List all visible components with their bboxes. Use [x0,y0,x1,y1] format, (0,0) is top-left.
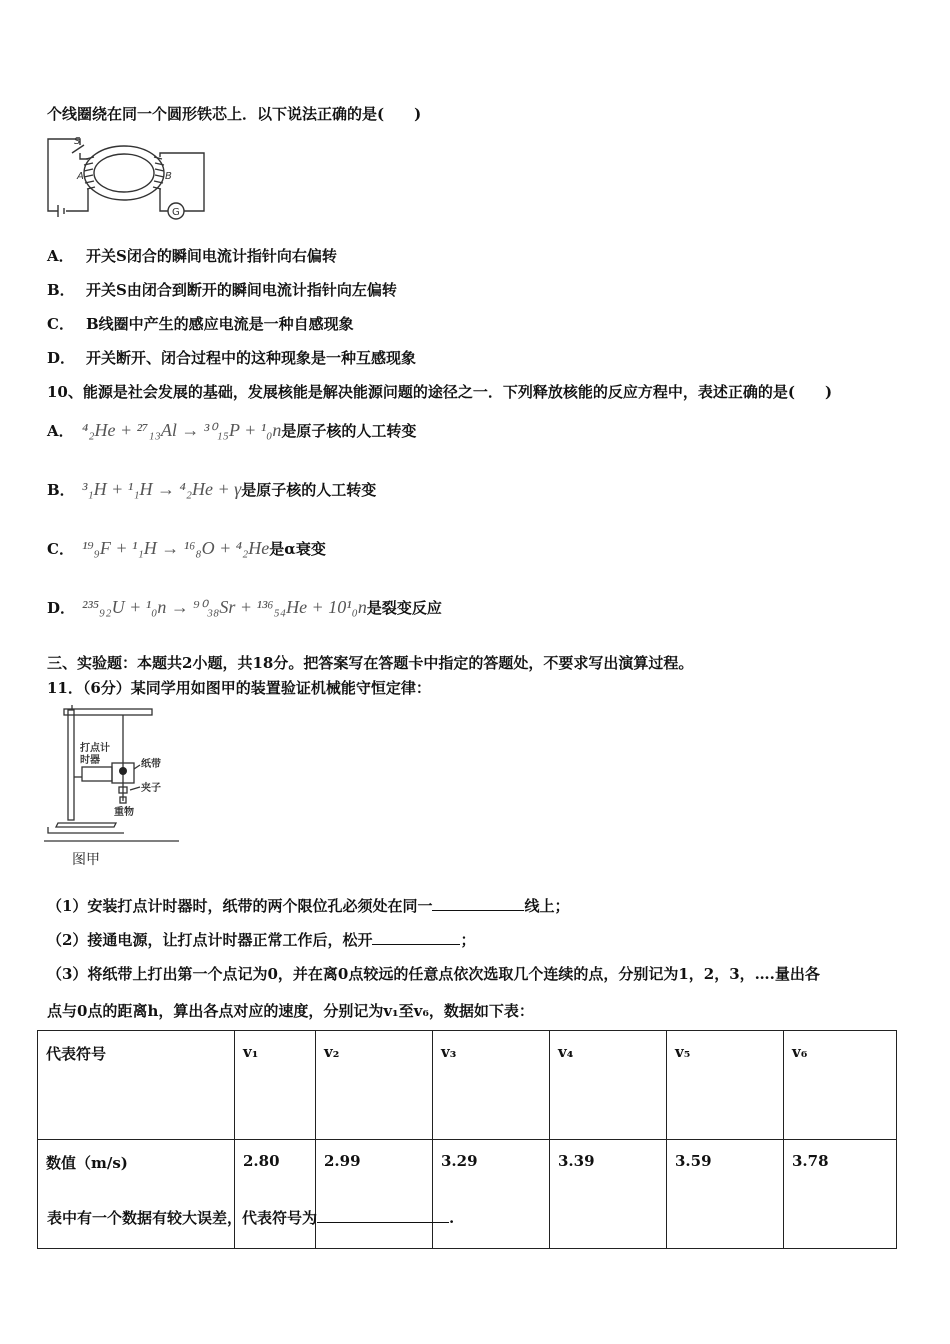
q10-option-b [47,479,376,500]
nuclear-equation: ³₁H + ¹₁H → ⁴₂He + γ [82,479,242,499]
table-cell: 2.80 [235,1140,316,1249]
option-text: 是原子核的人工转变 [281,422,417,440]
option-label: A． [47,247,74,265]
nuclear-equation: ⁴₂He + ²⁷₁₃Al → ³⁰₁₅P + ¹₀n [82,420,282,440]
table-header-row [38,1031,897,1140]
q10-option-a [47,420,416,441]
part1-text: （1）安装打点计时器时，纸带的两个限位孔必须处在同一 [47,897,433,915]
q10-stem: 10、能源是社会发展的基础，发展核能是解决能源问题的途径之一．下列释放核能的反应方程中，表述正确的是( ) [47,383,833,401]
option-text: 是α衰变 [269,540,326,558]
table-cell: 2.99 [316,1140,433,1249]
q10-option-c [47,538,326,559]
q9-option-d [47,347,416,368]
table-header-cell: v₄ [550,1031,667,1140]
table-cell: 3.59 [667,1140,784,1249]
weight-label: 重物 [114,807,134,818]
option-label: C． [47,540,74,558]
footer-text: 表中有一个数据有较大误差，代表符号为 [47,1209,318,1227]
label-g: G [172,207,180,218]
option-label: D． [47,349,76,367]
option-text: B线圈中产生的感应电流是一种自感现象 [86,315,354,333]
option-label: D． [47,599,76,617]
q11-stem: 11．（6分）某同学用如图甲的装置验证机械能守恒定律： [47,679,431,697]
q11-part3-line1: （3）将纸带上打出第一个点记为0，并在离0点较远的任意点依次选取几个连续的点，分别记为1，2，3，….量出各 [47,965,820,983]
table-header-cell: v₆ [784,1031,897,1140]
table-header-cell: 代表符号 [38,1031,235,1140]
q11-part3-line2: 点与0点的距离h，算出各点对应的速度，分别记为v₁至v₆，数据如下表： [47,1002,534,1020]
table-header-cell: v₃ [433,1031,550,1140]
q9-stem: 个线圈绕在同一个圆形铁芯上．以下说法正确的是( ) [47,105,422,123]
nuclear-equation: ¹⁹₉F + ¹₁H → ¹⁶₈O + ⁴₂He [82,538,270,558]
part1-post: 线上； [524,897,570,915]
table-header-cell: v₂ [316,1031,433,1140]
table-header-cell: v₁ [235,1031,316,1140]
q11-part2 [47,929,475,950]
section-heading: 三、实验题：本题共2小题，共18分。把答案写在答题卡中指定的答题处，不要求写出演算过程。 [47,654,694,672]
q9-circuit-figure [44,135,214,220]
q11-apparatus-figure [44,705,179,870]
footer-post: . [449,1209,455,1227]
q9-option-b [47,279,397,300]
clip-label: 夹子 [141,783,161,794]
answer-blank-2[interactable] [372,930,460,945]
answer-blank-1[interactable] [432,896,524,911]
option-label: C． [47,315,74,333]
answer-blank-3[interactable] [317,1208,449,1223]
part2-post: ； [460,931,476,949]
option-text: 是裂变反应 [366,599,442,617]
part2-text: （2）接通电源，让打点计时器正常工作后，松开 [47,931,373,949]
option-label: B． [47,481,75,499]
timer-label-2: 时器 [80,755,100,766]
option-text: 是原子核的人工转变 [241,481,377,499]
iron-ring-inner [94,154,154,192]
table-cell: 3.39 [550,1140,667,1249]
option-text: 开关S闭合的瞬间电流计指针向右偏转 [86,247,337,265]
table-cell: 3.29 [433,1140,550,1249]
timer-label-1: 打点计 [80,743,110,754]
option-text: 开关S由闭合到断开的瞬间电流计指针向左偏转 [86,281,397,299]
q10-option-d [47,597,442,618]
figure-caption: 图甲 [72,852,100,868]
label-b: B [165,171,172,182]
nuclear-equation: ²³⁵₉₂U + ¹₀n → ⁹⁰₃₈Sr + ¹³⁶₅₄He + 10¹₀n [82,597,367,617]
option-text: 开关断开、闭合过程中的这种现象是一种互感现象 [86,349,417,367]
tape-label: 纸带 [141,759,161,770]
table-cell: 数值（m/s) [38,1140,235,1249]
label-a: A [77,171,84,182]
q11-footer [47,1207,454,1228]
table-cell: 3.78 [784,1140,897,1249]
q9-option-a [47,245,337,266]
q11-part1 [47,895,569,916]
option-label: B． [47,281,75,299]
option-label: A． [47,422,74,440]
label-s: S [74,136,81,147]
table-header-cell: v₅ [667,1031,784,1140]
q9-option-c [47,313,354,334]
table-row [38,1140,897,1249]
